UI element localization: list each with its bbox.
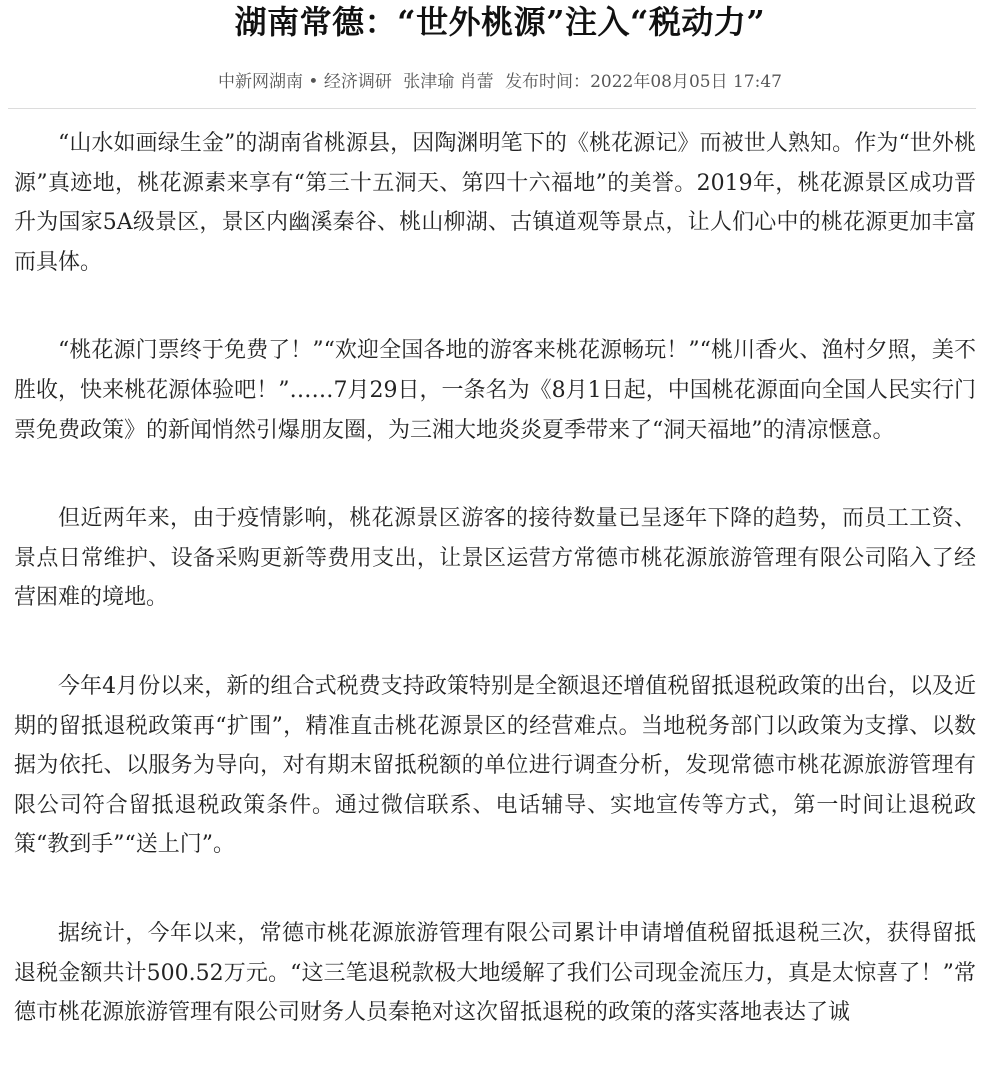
paragraph: 今年4月份以来，新的组合式税费支持政策特别是全额退还增值税留抵退税政策的出台，以及近期的留抵退税政策再“扩围”，精准直击桃花源景区的经营难点。当地税务部门以政策为支撑、以数据为依托、以服务为导向，对有期末留抵税额的单位进行调查分析，发现常德市桃花源旅游管理有限公司符合留抵退税政策条件。通过微信联系、电话辅导、实地宣传等方式，第一时间让退税政策“教到手”“送上门”。 xyxy=(14,673,976,858)
article-title: 湖南常德：“世外桃源”注入“税动力” xyxy=(234,3,766,41)
article-source: 中新网湖南 • 经济调研 xyxy=(218,72,392,92)
article-meta xyxy=(0,68,1000,96)
paragraph: 据统计，今年以来，常德市桃花源旅游管理有限公司累计申请增值税留抵退税三次，获得留抵退税金额共计500.52万元。“这三笔退税款极大地缓解了我们公司现金流压力，真是太惊喜了！”常德市桃花源旅游管理有限公司财务人员秦艳对这次留抵退税的政策的落实落地表达了诚 xyxy=(14,920,976,1026)
paragraph: 但近两年来，由于疫情影响，桃花源景区游客的接待数量已呈逐年下降的趋势，而员工工资、景点日常维护、设备采购更新等费用支出，让景区运营方常德市桃花源旅游管理有限公司陷入了经营困难的境地。 xyxy=(14,506,976,611)
publish-label: 发布时间： xyxy=(505,72,591,92)
paragraph: “山水如画绿生金”的湖南省桃源县，因陶渊明笔下的《桃花源记》而被世人熟知。作为“世外桃源”真迹地，桃花源素来享有“第三十五洞天、第四十六福地”的美誉。2019年，桃花源景区成功晋升为国家5A级景区，景区内幽溪秦谷、桃山柳湖、古镇道观等景点，让人们心中的桃花源更加丰富而具体。 xyxy=(14,131,976,275)
title-divider xyxy=(8,108,976,109)
publish-time xyxy=(505,72,782,92)
article-authors: 张津瑜 肖蕾 xyxy=(403,72,494,92)
publish-time-value: 2022年08月05日 17:47 xyxy=(590,72,782,92)
paragraph: “桃花源门票终于免费了！”“欢迎全国各地的游客来桃花源畅玩！”“桃川香火、渔村夕照，美不胜收，快来桃花源体验吧！”……7月29日，一条名为《8月1日起，中国桃花源面向全国人民实行门票免费政策》的新闻悄然引爆朋友圈，为三湘大地炎炎夏季带来了“洞天福地”的清凉惬意。 xyxy=(14,338,976,443)
article-body xyxy=(14,124,976,1082)
